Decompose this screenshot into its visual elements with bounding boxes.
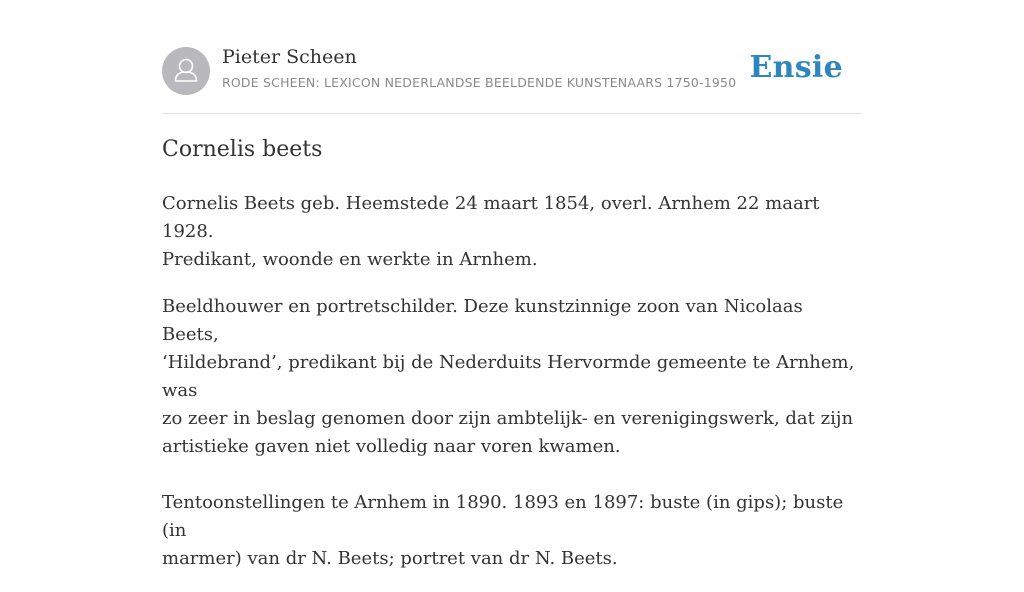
user-icon [162, 47, 210, 95]
article-body [162, 190, 862, 592]
article-card [162, 0, 862, 569]
avatar[interactable] [162, 47, 210, 95]
article-paragraph: Beeldhouwer en portretschilder. Deze kunstzinnige zoon van Nicolaas Beets, ‘Hildebrand’, predikant bij de Nederduits Hervormde gemeente te Arnhem, was zo zeer in beslag genomen door zijn ambtelijk- en verenigingswerk, dat zijn artistieke gaven niet volledig naar voren kwamen. Tentoonstellingen te Arnhem in 1890. 1893 en 1897: buste (in gips); buste (in marmer) van dr N. Beets; portret van dr N. Beets. [162, 296, 855, 569]
author-header [162, 46, 862, 96]
source-label[interactable]: RODE SCHEEN: LEXICON NEDERLANDSE BEELDENDE KUNSTENAARS 1750-1950 [222, 75, 737, 90]
page-title: Cornelis beets [162, 137, 323, 162]
article-paragraph: Cornelis Beets geb. Heemstede 24 maart 1854, overl. Arnhem 22 maart 1928. Predikant, woonde en werkte in Arnhem. [162, 193, 820, 270]
header-divider [162, 113, 862, 114]
author-name[interactable]: Pieter Scheen [222, 46, 357, 68]
ensie-logo[interactable]: Ensie [749, 50, 843, 85]
